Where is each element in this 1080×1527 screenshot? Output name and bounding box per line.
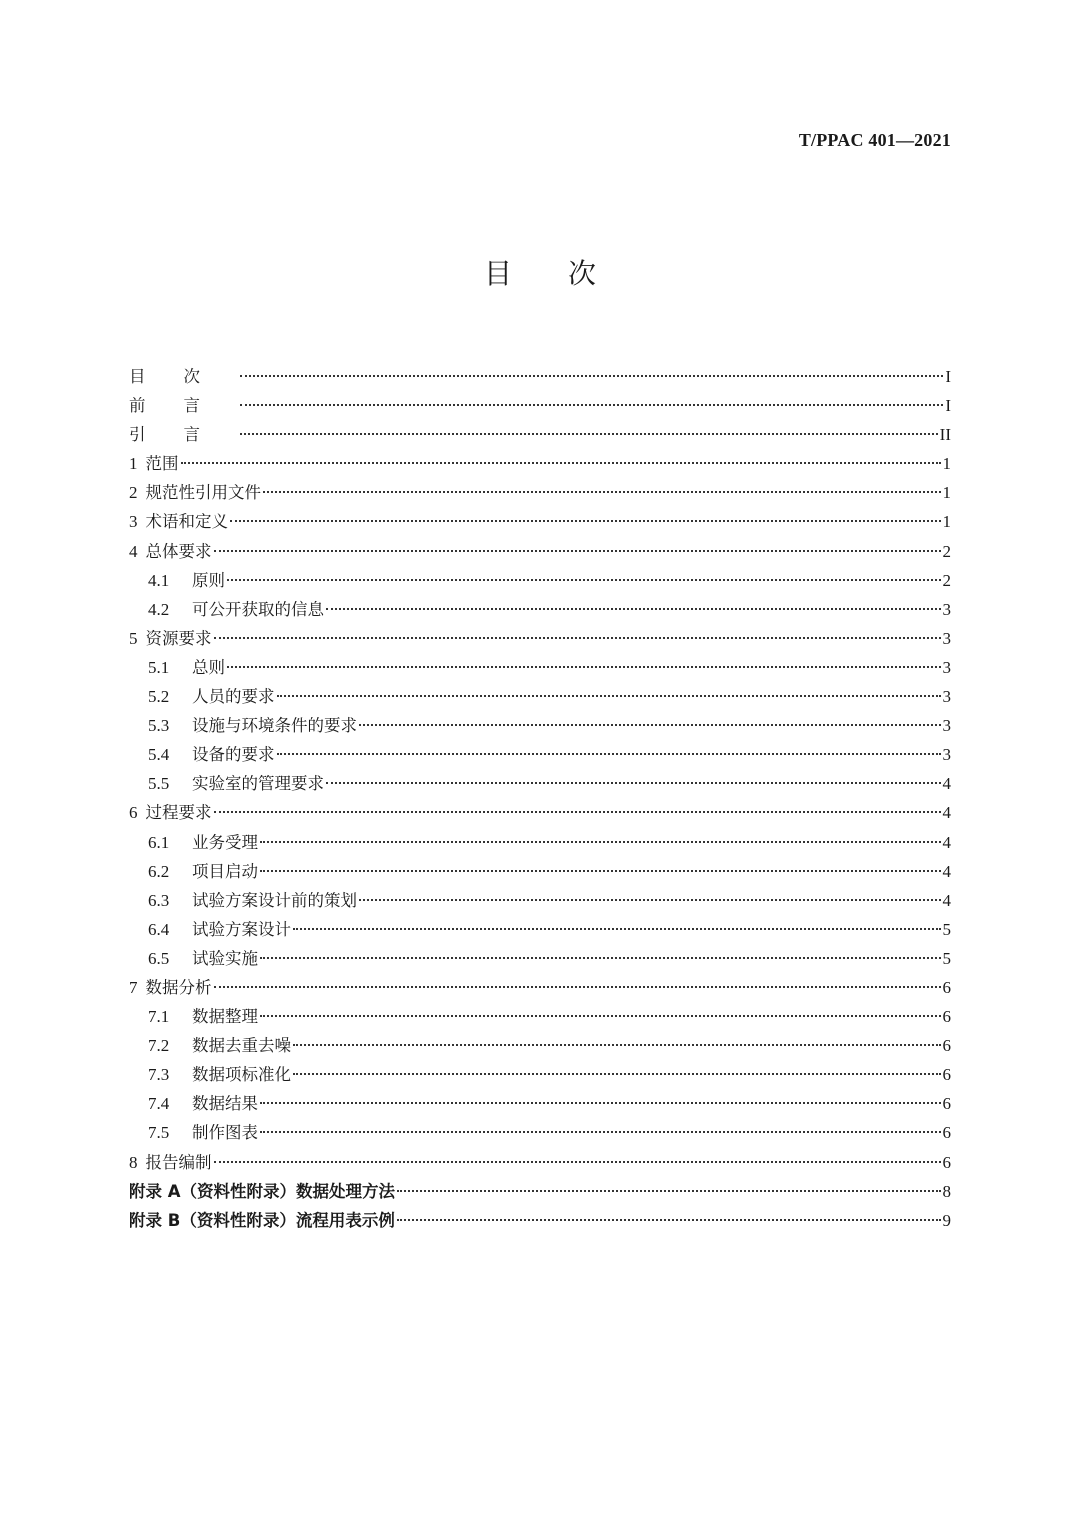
toc-entry-label: 前言 xyxy=(129,396,238,416)
toc-entry-number: 6.1 xyxy=(148,832,170,852)
toc-entry-label: 设备的要求 xyxy=(192,745,275,765)
toc-entry-number: 8 xyxy=(129,1152,138,1172)
toc-entry[interactable] xyxy=(129,449,951,478)
toc-entry-label: 原则 xyxy=(192,570,225,590)
toc-entry-label: 附录 A（资料性附录）数据处理方法 xyxy=(129,1181,396,1201)
toc-entry-number: 6 xyxy=(129,803,138,823)
toc-entry-page-number: 6 xyxy=(942,1065,951,1085)
dot-leader xyxy=(240,433,938,435)
toc-entry-label: 实验室的管理要求 xyxy=(192,774,324,794)
toc-entry-number: 2 xyxy=(129,483,138,503)
dot-leader xyxy=(240,375,943,377)
toc-entry-label: 数据去重去噪 xyxy=(192,1036,291,1056)
dot-leader xyxy=(214,986,941,988)
toc-entry-number: 5.5 xyxy=(148,774,170,794)
dot-leader xyxy=(293,928,941,930)
toc-entry-number: 6.3 xyxy=(148,890,170,910)
toc-entry-page-number: 3 xyxy=(942,716,951,736)
toc-entry-page-number: 6 xyxy=(942,1152,951,1172)
dot-leader xyxy=(181,462,941,464)
dot-leader xyxy=(214,550,941,552)
toc-entry-page-number: 2 xyxy=(942,570,951,590)
toc-entry-page-number: I xyxy=(945,367,951,386)
toc-entry-page-number: 6 xyxy=(942,977,951,997)
toc-entry[interactable] xyxy=(129,740,951,769)
dot-leader xyxy=(277,695,941,697)
dot-leader xyxy=(359,899,941,901)
dot-leader xyxy=(397,1219,941,1221)
dot-leader xyxy=(397,1190,940,1192)
toc-entry-page-number: 5 xyxy=(942,919,951,939)
toc-entry[interactable] xyxy=(129,595,951,624)
dot-leader xyxy=(326,782,941,784)
toc-entry-label: 试验实施 xyxy=(192,948,258,968)
toc-entry[interactable] xyxy=(129,682,951,711)
toc-entry-number: 5.2 xyxy=(148,687,170,707)
toc-entry[interactable] xyxy=(129,537,951,566)
toc-entry-page-number: 1 xyxy=(942,483,951,503)
dot-leader xyxy=(214,637,941,639)
dot-leader xyxy=(326,608,941,610)
toc-entry-number: 7 xyxy=(129,977,138,997)
toc-entry-label: 人员的要求 xyxy=(192,687,275,707)
toc-entry[interactable] xyxy=(129,769,951,798)
toc-entry-page-number: 5 xyxy=(942,948,951,968)
page-title-char-2: 次 xyxy=(568,257,597,290)
toc-entry-number: 7.1 xyxy=(148,1007,170,1027)
toc-entry-number: 5 xyxy=(129,628,138,648)
toc-entry[interactable] xyxy=(129,653,951,682)
toc-entry[interactable] xyxy=(129,1089,951,1118)
toc-entry-page-number: 4 xyxy=(942,803,951,823)
toc-entry-label: 总体要求 xyxy=(145,541,212,561)
toc-entry-page-number: 8 xyxy=(942,1181,951,1201)
toc-entry[interactable] xyxy=(129,711,951,740)
toc-entry-page-number: 3 xyxy=(942,599,951,619)
toc-entry[interactable] xyxy=(129,624,951,653)
toc-entry[interactable] xyxy=(129,1206,951,1235)
toc-entry-page-number: 2 xyxy=(942,541,951,561)
toc-entry[interactable] xyxy=(129,507,951,536)
toc-entry[interactable] xyxy=(129,566,951,595)
toc-entry[interactable] xyxy=(129,1031,951,1060)
toc-entry-label: 数据整理 xyxy=(192,1007,258,1027)
dot-leader xyxy=(277,753,941,755)
toc-entry-number: 7.2 xyxy=(148,1036,170,1056)
toc-entry-label: 业务受理 xyxy=(192,832,258,852)
table-of-contents xyxy=(129,362,951,1235)
dot-leader xyxy=(260,870,941,872)
toc-entry-label: 项目启动 xyxy=(192,861,258,881)
dot-leader xyxy=(263,491,941,493)
toc-entry[interactable] xyxy=(129,973,951,1002)
toc-entry-number: 5.3 xyxy=(148,716,170,736)
toc-entry-label: 附录 B（资料性附录）流程用表示例 xyxy=(129,1210,395,1230)
toc-entry[interactable] xyxy=(129,886,951,915)
toc-entry[interactable] xyxy=(129,391,951,420)
dot-leader xyxy=(293,1044,941,1046)
toc-entry[interactable] xyxy=(129,944,951,973)
toc-entry-label: 数据项标准化 xyxy=(192,1065,291,1085)
toc-entry[interactable] xyxy=(129,1060,951,1089)
toc-entry-label: 设施与环境条件的要求 xyxy=(192,716,357,736)
toc-entry-number: 7.4 xyxy=(148,1094,170,1114)
toc-entry-number: 4.1 xyxy=(148,570,170,590)
toc-entry-page-number: 1 xyxy=(942,454,951,474)
toc-entry-number: 4.2 xyxy=(148,599,170,619)
toc-entry-number: 7.3 xyxy=(148,1065,170,1085)
toc-entry-number: 3 xyxy=(129,512,138,532)
dot-leader xyxy=(359,724,941,726)
page-title xyxy=(0,252,1080,292)
toc-entry-label: 数据结果 xyxy=(192,1094,258,1114)
toc-entry[interactable] xyxy=(129,1148,951,1177)
dot-leader xyxy=(240,404,943,406)
toc-entry-page-number: 3 xyxy=(942,657,951,677)
toc-entry-number: 6.4 xyxy=(148,919,170,939)
toc-entry-label: 过程要求 xyxy=(145,803,212,823)
toc-entry-page-number: I xyxy=(945,396,951,416)
dot-leader xyxy=(260,1131,941,1133)
toc-entry-number: 1 xyxy=(129,454,138,474)
dot-leader xyxy=(293,1073,941,1075)
toc-entry-label: 试验方案设计 xyxy=(192,919,291,939)
dot-leader xyxy=(260,1015,941,1017)
toc-entry-label: 制作图表 xyxy=(192,1123,258,1143)
toc-entry-page-number: 1 xyxy=(942,512,951,532)
toc-entry-page-number: 4 xyxy=(942,832,951,852)
toc-entry-page-number: II xyxy=(939,425,951,445)
toc-entry[interactable] xyxy=(129,1118,951,1147)
page-title-char-1: 目 xyxy=(483,257,512,290)
toc-entry-label: 可公开获取的信息 xyxy=(192,599,324,619)
dot-leader xyxy=(214,811,941,813)
toc-entry-page-number: 4 xyxy=(942,861,951,881)
toc-entry-page-number: 3 xyxy=(942,745,951,765)
toc-entry-label: 范围 xyxy=(145,454,179,474)
toc-entry-number: 6.5 xyxy=(148,948,170,968)
dot-leader xyxy=(214,1161,941,1163)
toc-entry-number: 7.5 xyxy=(148,1123,170,1143)
dot-leader xyxy=(230,520,941,522)
toc-entry[interactable] xyxy=(129,420,951,449)
toc-entry-label: 引言 xyxy=(129,425,238,445)
toc-entry-label: 总则 xyxy=(192,657,225,677)
toc-entry[interactable] xyxy=(129,915,951,944)
toc-entry-number: 5.4 xyxy=(148,745,170,765)
toc-entry[interactable] xyxy=(129,478,951,507)
toc-entry[interactable] xyxy=(129,828,951,857)
toc-entry-number: 6.2 xyxy=(148,861,170,881)
toc-entry[interactable] xyxy=(129,798,951,827)
dot-leader xyxy=(227,666,941,668)
toc-entry-number: 5.1 xyxy=(148,657,170,677)
toc-entry-label: 目次 xyxy=(129,367,238,386)
toc-entry-label: 数据分析 xyxy=(145,977,212,997)
dot-leader xyxy=(227,579,941,581)
toc-entry-page-number: 6 xyxy=(942,1094,951,1114)
toc-entry-page-number: 9 xyxy=(942,1210,951,1230)
toc-entry[interactable] xyxy=(129,857,951,886)
toc-entry-label: 资源要求 xyxy=(145,628,212,648)
toc-entry-page-number: 6 xyxy=(942,1123,951,1143)
toc-entry-page-number: 6 xyxy=(942,1007,951,1027)
standard-code: T/PPAC 401—2021 xyxy=(798,130,951,150)
toc-entry-label: 报告编制 xyxy=(145,1152,212,1172)
toc-entry[interactable] xyxy=(129,1002,951,1031)
toc-entry-page-number: 3 xyxy=(942,628,951,648)
dot-leader xyxy=(260,1102,941,1104)
toc-entry-page-number: 6 xyxy=(942,1036,951,1056)
toc-entry-label: 术语和定义 xyxy=(145,512,228,532)
dot-leader xyxy=(260,957,941,959)
toc-entry-page-number: 3 xyxy=(942,687,951,707)
toc-entry[interactable] xyxy=(129,362,951,391)
toc-entry-label: 试验方案设计前的策划 xyxy=(192,890,357,910)
toc-entry-page-number: 4 xyxy=(942,890,951,910)
dot-leader xyxy=(260,841,941,843)
toc-entry-label: 规范性引用文件 xyxy=(145,483,261,503)
toc-entry-page-number: 4 xyxy=(942,774,951,794)
toc-entry-number: 4 xyxy=(129,541,138,561)
toc-entry[interactable] xyxy=(129,1177,951,1206)
